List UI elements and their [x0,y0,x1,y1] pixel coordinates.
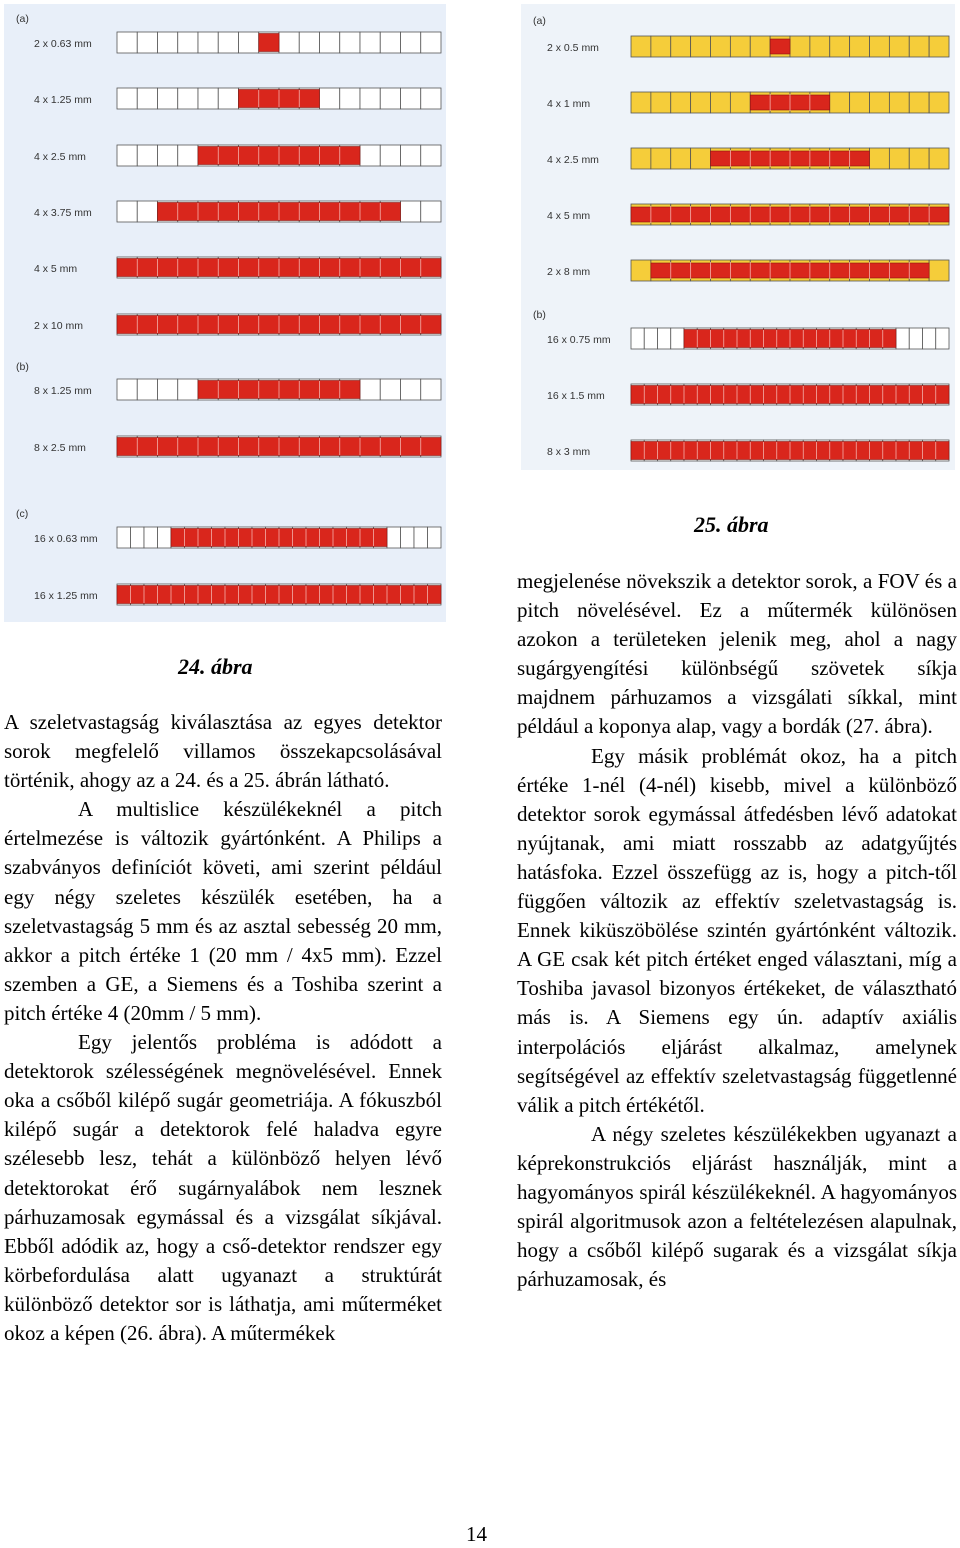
row-label: 4 x 2.5 mm [34,151,86,164]
detector-cell [889,148,909,169]
detector-cell [651,92,671,113]
figure-25-caption: 25. ábra [694,512,769,537]
detector-cell [158,527,172,548]
detector-cell [909,148,929,169]
detector-cell [401,88,421,109]
detector-row [547,440,949,461]
section-label: (b) [16,361,29,373]
figure-24-caption: 24. ábra [178,654,253,679]
detector-cell [401,32,421,53]
detector-cell [158,379,178,400]
active-bar [770,39,790,54]
detector-cell [320,32,340,53]
detector-cell [218,32,238,53]
detector-cell [360,145,380,166]
detector-cell [870,92,890,113]
detector-row [34,379,441,400]
detector-cell [218,88,238,109]
detector-cell [360,32,380,53]
detector-cell [923,328,936,349]
detector-cell [428,527,442,548]
detector-cell [631,92,651,113]
row-label: 4 x 1.25 mm [34,94,92,107]
detector-cell [896,328,909,349]
detector-cell [137,145,157,166]
detector-cell [360,379,380,400]
detector-cell [117,201,137,222]
detector-cell [421,379,441,400]
paragraph: megjelenése növekszik a detektor sorok, a FOV és a pitch növelésével. Ez a műtermék különösen azokon a területeken jelenik meg, ahol a nagy sugárgyengítési különbségű szövetek síkja majdnem párhuzamos a vizsgálati síkkal, mint például a koponya alap, vagy a bordák (27. ábra). [517,569,957,739]
active-bar [259,34,279,52]
detector-cell [790,36,810,57]
detector-cell [401,379,421,400]
figure-25-diagram [521,4,955,470]
detector-cell [691,148,711,169]
detector-row [547,328,949,349]
detector-cell [671,148,691,169]
detector-cell [830,92,850,113]
row-label: 2 x 0.63 mm [34,38,92,51]
detector-cell [178,32,198,53]
row-label: 16 x 0.63 mm [34,533,98,546]
detector-cell [401,145,421,166]
detector-row [34,145,441,166]
detector-cell [380,88,400,109]
detector-cell [117,527,131,548]
row-label: 2 x 10 mm [34,320,84,333]
row-label: 4 x 3.75 mm [34,207,92,220]
detector-cell [929,260,949,281]
row-label: 4 x 5 mm [547,210,591,223]
detector-cell [178,379,198,400]
detector-cell [380,32,400,53]
detector-cell [936,328,949,349]
detector-cell [870,36,890,57]
detector-cell [178,88,198,109]
detector-row [34,32,441,53]
detector-cell [421,145,441,166]
detector-cell [117,379,137,400]
row-label: 2 x 0.5 mm [547,42,599,55]
detector-row [547,148,949,169]
paragraph: Egy jelentős probléma is adódott a detektorok szélességének megnövelésével. Ennek oka a csőből kilépő sugár geometriája. A fókuszból kilépő sugár a detektorok felé haladva egyre szélesebb lesz, tehát a különböző helyen lévő detektorokat érő sugárnyalábok nem lesznek párhuzamosak egymással és a vizsgálat síkjával. Ebből adódik az, hogy a cső-detektor rendszer egy körbefordulása alatt ugyanazt a struktúrát különböző detektor sor is láthatja, ami műterméket okoz a képen (26. ábra). A műtermékek [4,1030,442,1345]
detector-cell [158,88,178,109]
paragraph: Egy másik problémát okoz, ha a pitch értéke 1-nél (4-nél) kisebb, mivel a különböző detektor sorok egymással átfedésben lévő adatokat nyújtanak, ami miatt rosszabb az adatgyűjtés hatásfoka. Ezzel összefügg az is, hogy a pitch-től függően változik az effektív szeletvastagság is. Ennek kiküszöbölése szintén gyártónként változik. A GE csak két pitch értéket enged választani, míg a Toshiba javasol bizonyos értékeket, de választható más is. A Siemens egy ún. adaptív axiális interpolációs eljárást alkalmaz, amelynek segítségével az effektív szeletvastagság függetlenné válik a pitch értékétől. [517,743,957,1117]
section-label: (a) [533,15,546,27]
detector-cell [198,32,218,53]
detector-cell [909,92,929,113]
detector-cell [401,201,421,222]
detector-cell [198,88,218,109]
detector-cell [414,527,428,548]
detector-cell [631,328,644,349]
row-label: 8 x 1.25 mm [34,385,92,398]
detector-cell [144,527,158,548]
paragraph: A szeletvastagság kiválasztása az egyes detektor sorok megfelelő villamos összekapcsolásával történik, ahogy az a 24. és a 25. ábrán látható. [4,710,442,793]
detector-cell [158,145,178,166]
detector-cell [671,328,684,349]
detector-cell [644,328,657,349]
detector-cell [671,92,691,113]
detector-cell [387,527,401,548]
row-label: 4 x 2.5 mm [547,154,599,167]
detector-cell [870,148,890,169]
detector-cell [158,32,178,53]
detector-row [34,527,441,548]
detector-cell [750,36,770,57]
figure-24-diagram [4,4,446,622]
row-label: 4 x 5 mm [34,263,78,276]
detector-cell [239,32,259,53]
detector-cell [658,328,671,349]
section-label: (b) [533,309,546,321]
detector-row [34,314,441,335]
detector-cell [340,32,360,53]
detector-cell [691,36,711,57]
section-label: (a) [16,13,29,25]
detector-cell [889,36,909,57]
detector-cell [117,32,137,53]
paragraph: A multislice készülékeknél a pitch értelmezése is változik gyártónként. A Philips a szabványos definíciót követi, ami szerint például egy négy szeletes készülék esetében, ha a szeletvastagság 5 mm és az asztal sebesség 20 mm, akkor a pitch értéke 1 (20 mm / 4x5 mm). Ezzel szemben a GE, a Siemens és a Toshiba szerint a pitch értéke 4 (20mm / 5 mm). [4,797,442,1025]
detector-cell [340,88,360,109]
detector-cell [137,88,157,109]
detector-cell [131,527,145,548]
detector-cell [117,88,137,109]
detector-row [547,92,949,113]
detector-row [547,36,949,57]
detector-row [34,436,441,457]
detector-row [547,204,949,225]
detector-cell [651,148,671,169]
section-label: (c) [16,508,29,520]
figure-24 [4,4,446,622]
detector-cell [691,92,711,113]
detector-cell [889,92,909,113]
row-label: 8 x 2.5 mm [34,442,86,455]
detector-cell [631,148,651,169]
detector-cell [671,36,691,57]
detector-cell [830,36,850,57]
detector-cell [929,36,949,57]
detector-cell [929,148,949,169]
detector-cell [360,88,380,109]
paragraph: A négy szeletes készülékekben ugyanazt a képrekonstrukciós eljárást használják, mint a hagyományos spirál készülékeknél. A hagyományos spirál algoritmusok azon a feltételezésen alapulnak, hogy a csőből kilépő sugarak és a vizsgálat síkja párhuzamosak, és [517,1121,957,1292]
detector-cell [730,36,750,57]
detector-cell [909,36,929,57]
detector-cell [380,379,400,400]
detector-cell [320,88,340,109]
detector-cell [929,92,949,113]
row-label: 2 x 8 mm [547,266,591,279]
detector-row [34,257,441,278]
left-column [4,708,442,1348]
detector-cell [631,260,651,281]
detector-cell [850,36,870,57]
right-column [517,567,957,1294]
row-label: 8 x 3 mm [547,446,591,459]
detector-row [547,260,949,281]
detector-cell [711,36,731,57]
detector-cell [631,36,651,57]
row-label: 4 x 1 mm [547,98,591,111]
detector-row [34,584,441,605]
detector-cell [850,92,870,113]
detector-cell [421,88,441,109]
detector-row [34,201,441,222]
page-number: 14 [466,1522,487,1546]
detector-cell [137,32,157,53]
detector-row [34,88,441,109]
detector-cell [421,201,441,222]
detector-cell [178,145,198,166]
detector-cell [730,92,750,113]
detector-cell [117,145,137,166]
detector-cell [299,32,319,53]
detector-cell [421,32,441,53]
detector-cell [909,328,922,349]
detector-row [547,384,949,405]
detector-cell [711,92,731,113]
row-label: 16 x 1.5 mm [547,390,605,403]
detector-cell [137,201,157,222]
detector-cell [279,32,299,53]
figure-25 [521,4,955,470]
detector-cell [651,36,671,57]
detector-cell [137,379,157,400]
detector-cell [401,527,415,548]
detector-cell [380,145,400,166]
row-label: 16 x 0.75 mm [547,334,611,347]
detector-cell [810,36,830,57]
row-label: 16 x 1.25 mm [34,590,98,603]
